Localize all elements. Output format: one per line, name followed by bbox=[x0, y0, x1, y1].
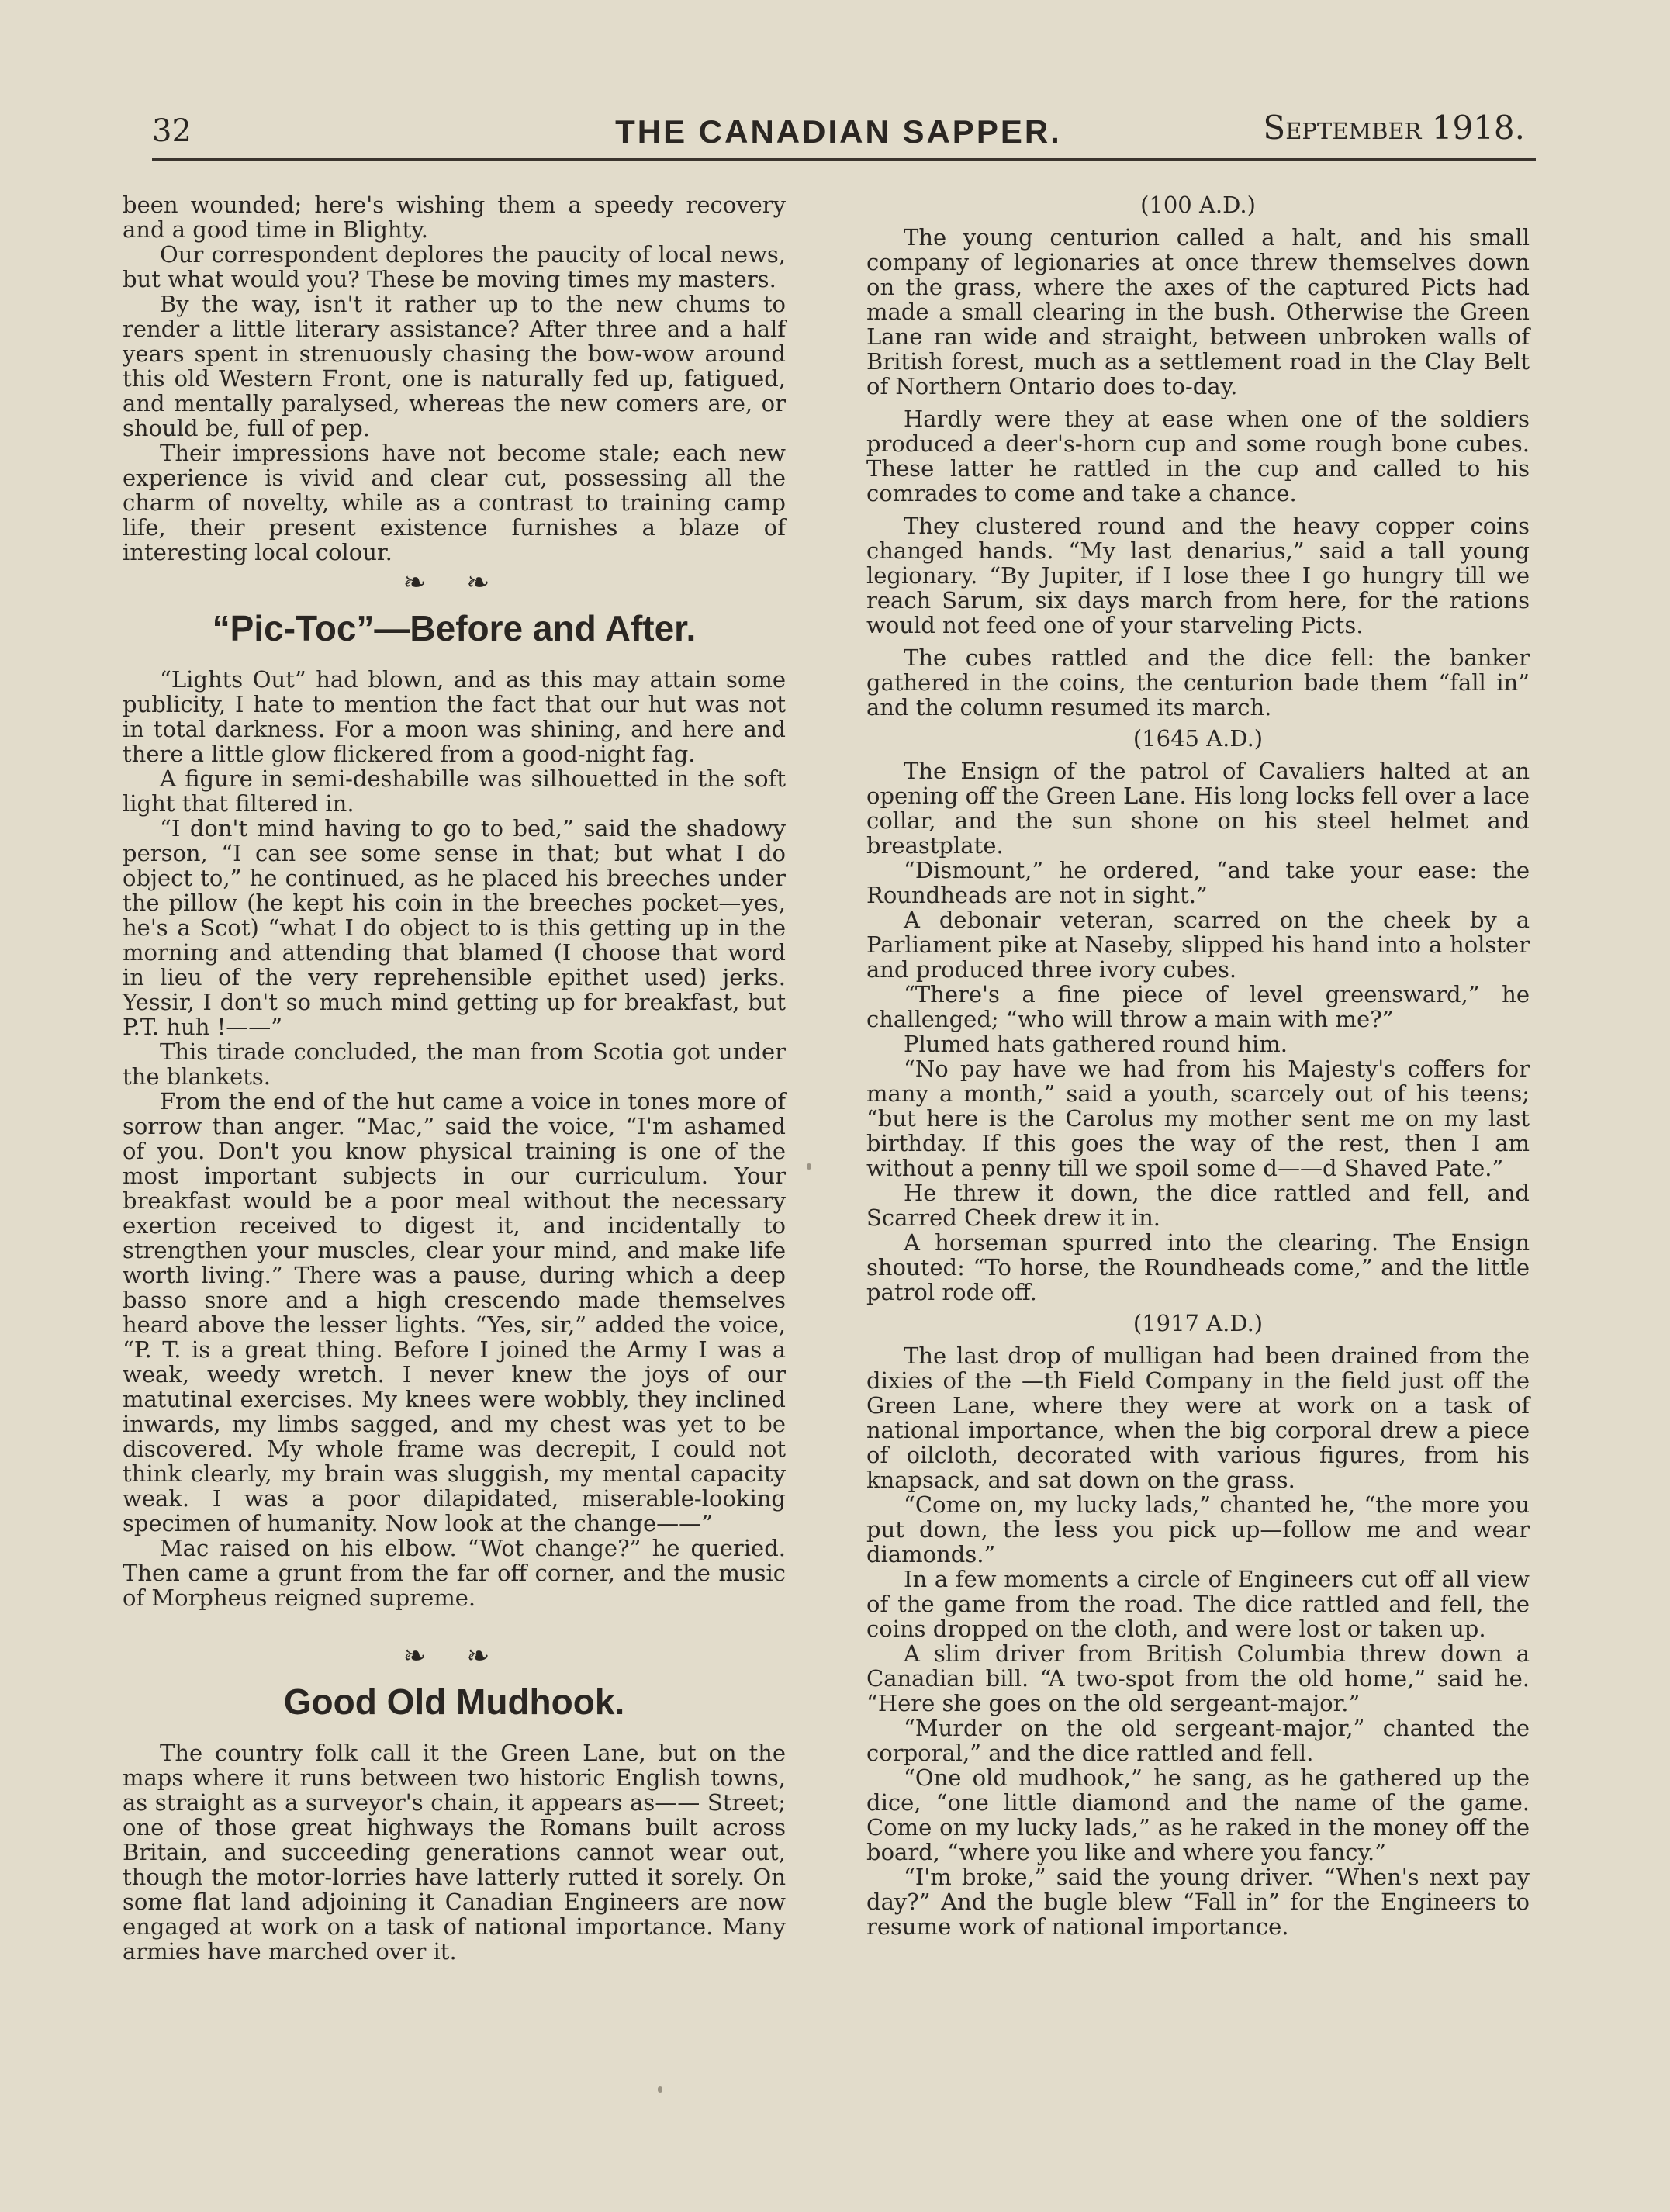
paragraph: In a few moments a circle of Engineers cut off all view of the game from the road. The dice rattled and fell, the coins dropped on the cloth, and were lost or taken up. bbox=[866, 1566, 1530, 1642]
issue-date: September 1918. bbox=[1263, 109, 1525, 147]
page-header bbox=[152, 109, 1525, 155]
paragraph: “I'm broke,” said the young driver. “When's next pay day?” And the bugle blew “Fall in” for the Engineers to resume work of national importance. bbox=[866, 1864, 1530, 1940]
article-heading-mudhook: Good Old Mudhook. bbox=[283, 1681, 625, 1722]
section-ornament: ❧ ❧ bbox=[403, 567, 506, 599]
paragraph: Our correspondent deplores the paucity of local news, but what would you? These be moving times my masters. bbox=[123, 241, 786, 292]
right-column bbox=[866, 192, 1530, 1939]
paragraph: From the end of the hut came a voice in tones more of sorrow than anger. “Mac,” said the voice, “I'm ashamed of you. Don't you know physical training is one of the most important subjects in our curriculum. Your breakfast would be a poor meal without the necessary exertion received to digest it, and incidentally to strengthen your muscles, clear your mind, and make life worth living.” There was a pause, during which a deep basso snore and a high crescendo made themselves heard above the lesser lights. “Yes, sir,” added the voice, “P. T. is a great thing. Before I joined the Army I was a weak, weedy wretch. I never knew the joys of our matutinal exercises. My knees were wobbly, they inclined inwards, my limbs sagged, and my chest was yet to be discovered. My whole frame was decrepit, I could not think clearly, my brain was sluggish, my mental capacity weak. I was a poor dilapidated, miserable-looking specimen of humanity. Now look at the change——” bbox=[123, 1088, 786, 1536]
paragraph: Mac raised on his elbow. “Wot change?” he queried. Then came a grunt from the far off corner, and the music of Morpheus reigned supreme. bbox=[123, 1535, 786, 1611]
left-column bbox=[123, 192, 786, 1964]
paragraph: “One old mudhook,” he sang, as he gathered up the dice, “one little diamond and the name of the game. Come on my lucky lads,” as he raked in the money off the board, “where you like and where you fancy.” bbox=[866, 1764, 1530, 1865]
era-heading: (1645 A.D.) bbox=[1132, 725, 1264, 752]
paragraph: The last drop of mulligan had been drained from the dixies of the —th Field Company in the field just off the Green Lane, where they were at work on a task of national importance, when the big corporal drew a piece of oilcloth, decorated with various figures, from his knapsack, and sat down on the grass. bbox=[866, 1343, 1530, 1493]
paragraph: Hardly were they at ease when one of the soldiers produced a deer's-horn cup and some rough bone cubes. These latter he rattled in the cup and called to his comrades to come and take a chance. bbox=[866, 406, 1530, 506]
binding-mark bbox=[807, 1163, 811, 1170]
era-heading: (1917 A.D.) bbox=[1132, 1310, 1264, 1336]
paragraph: “Come on, my lucky lads,” chanted he, “the more you put down, the less you pick up—follow me and wear diamonds.” bbox=[866, 1491, 1530, 1567]
paragraph: Their impressions have not become stale; each new experience is vivid and clear cut, possessing all the charm of novelty, while as a contrast to training camp life, their present existence furnishes a blaze of interesting local colour. bbox=[123, 440, 786, 565]
paragraph: The cubes rattled and the dice fell: the banker gathered in the coins, the centurion bade them “fall in” and the column resumed its march. bbox=[866, 645, 1530, 721]
paragraph: This tirade concluded, the man from Scotia got under the blankets. bbox=[123, 1039, 786, 1090]
paragraph: A horseman spurred into the clearing. The Ensign shouted: “To horse, the Roundheads come,” and the little patrol rode off. bbox=[866, 1229, 1530, 1305]
paragraph: A debonair veteran, scarred on the cheek by a Parliament pike at Naseby, slipped his hand into a holster and produced three ivory cubes. bbox=[866, 907, 1530, 983]
paragraph: Plumed hats gathered round him. bbox=[904, 1031, 1288, 1057]
paragraph: They clustered round and the heavy copper coins changed hands. “My last denarius,” said a tall young legionary. “By Jupiter, if I lose thee I go hungry till we reach Sarum, six days march from here, for the rations would not feed one of your starveling Picts. bbox=[866, 513, 1530, 638]
paragraph: “Lights Out” had blown, and as this may attain some publicity, I hate to mention the fact that our hut was not in total darkness. For a moon was shining, and here and there a little glow flickered from a good-night fag. bbox=[123, 666, 786, 767]
paragraph: The young centurion called a halt, and his small company of legionaries at once threw themselves down on the grass, where the axes of the captured Picts had made a small clearing in the bush. Otherwise the Green Lane ran wide and straight, between unbroken walls of British forest, much as a settlement road in the Clay Belt of Northern Ontario does to-day. bbox=[866, 224, 1530, 399]
publication-title: THE CANADIAN SAPPER. bbox=[615, 113, 1062, 150]
paragraph: “No pay have we had from his Majesty's coffers for many a month,” said a youth, scarcely out of his teens; “but here is the Carolus my mother sent me on my last birthday. If this goes the way of the rest, then I am without a penny till we spoil some d——d Shaved Pate.” bbox=[866, 1056, 1530, 1181]
paragraph: “There's a fine piece of level greensward,” he challenged; “who will throw a main with me?” bbox=[866, 981, 1530, 1032]
paragraph: The Ensign of the patrol of Cavaliers halted at an opening off the Green Lane. His long locks fell over a lace collar, and the sun shone on his steel helmet and breastplate. bbox=[866, 758, 1530, 859]
paragraph: A slim driver from British Columbia threw down a Canadian bill. “A two-spot from the old home,” said he. “Here she goes on the old sergeant-major.” bbox=[866, 1640, 1530, 1716]
paragraph: been wounded; here's wishing them a speedy recovery and a good time in Blighty. bbox=[123, 192, 786, 243]
paragraph: “Dismount,” he ordered, “and take your ease: the Roundheads are not in sight.” bbox=[866, 857, 1530, 908]
paragraph: The country folk call it the Green Lane, but on the maps where it runs between two historic English towns, as straight as a surveyor's chain, it appears as—— Street; one of those great highways the Romans built across Britain, and succeeding generations cannot wear out, though the motor-lorries have latterly rutted it sorely. On some flat land adjoining it Canadian Engineers are now engaged at work on a task of national importance. Many armies have marched over it. bbox=[123, 1740, 786, 1965]
paragraph: He threw it down, the dice rattled and fell, and Scarred Cheek drew it in. bbox=[866, 1180, 1530, 1231]
era-heading: (100 A.D.) bbox=[1140, 192, 1256, 218]
binding-mark bbox=[658, 2086, 662, 2093]
section-ornament: ❧ ❧ bbox=[403, 1640, 506, 1672]
header-rule bbox=[152, 158, 1536, 161]
article-heading-pic-toc: “Pic-Toc”—Before and After. bbox=[212, 608, 697, 648]
paragraph: By the way, isn't it rather up to the new chums to render a little literary assistance? After three and a half years spent in strenuously chasing the bow-wow around this old Western Front, one is naturally fed up, fatigued, and mentally paralysed, whereas the new comers are, or should be, full of pep. bbox=[123, 291, 786, 441]
paragraph: “Murder on the old sergeant-major,” chanted the corporal,” and the dice rattled and fell. bbox=[866, 1715, 1530, 1766]
paragraph: “I don't mind having to go to bed,” said the shadowy person, “I can see some sense in that; but what I do object to,” he continued, as he placed his breeches under the pillow (he kept his coin in the breeches pocket—yes, he's a Scot) “what I do object to is this getting up in the morning and attending that blamed (I choose that word in lieu of the very reprehensible epithet used) jerks. Yessir, I don't so much mind getting up for breakfast, but P.T. huh !——” bbox=[123, 815, 786, 1040]
paragraph: A figure in semi-deshabille was silhouetted in the soft light that filtered in. bbox=[123, 766, 786, 817]
page-number: 32 bbox=[152, 113, 192, 149]
